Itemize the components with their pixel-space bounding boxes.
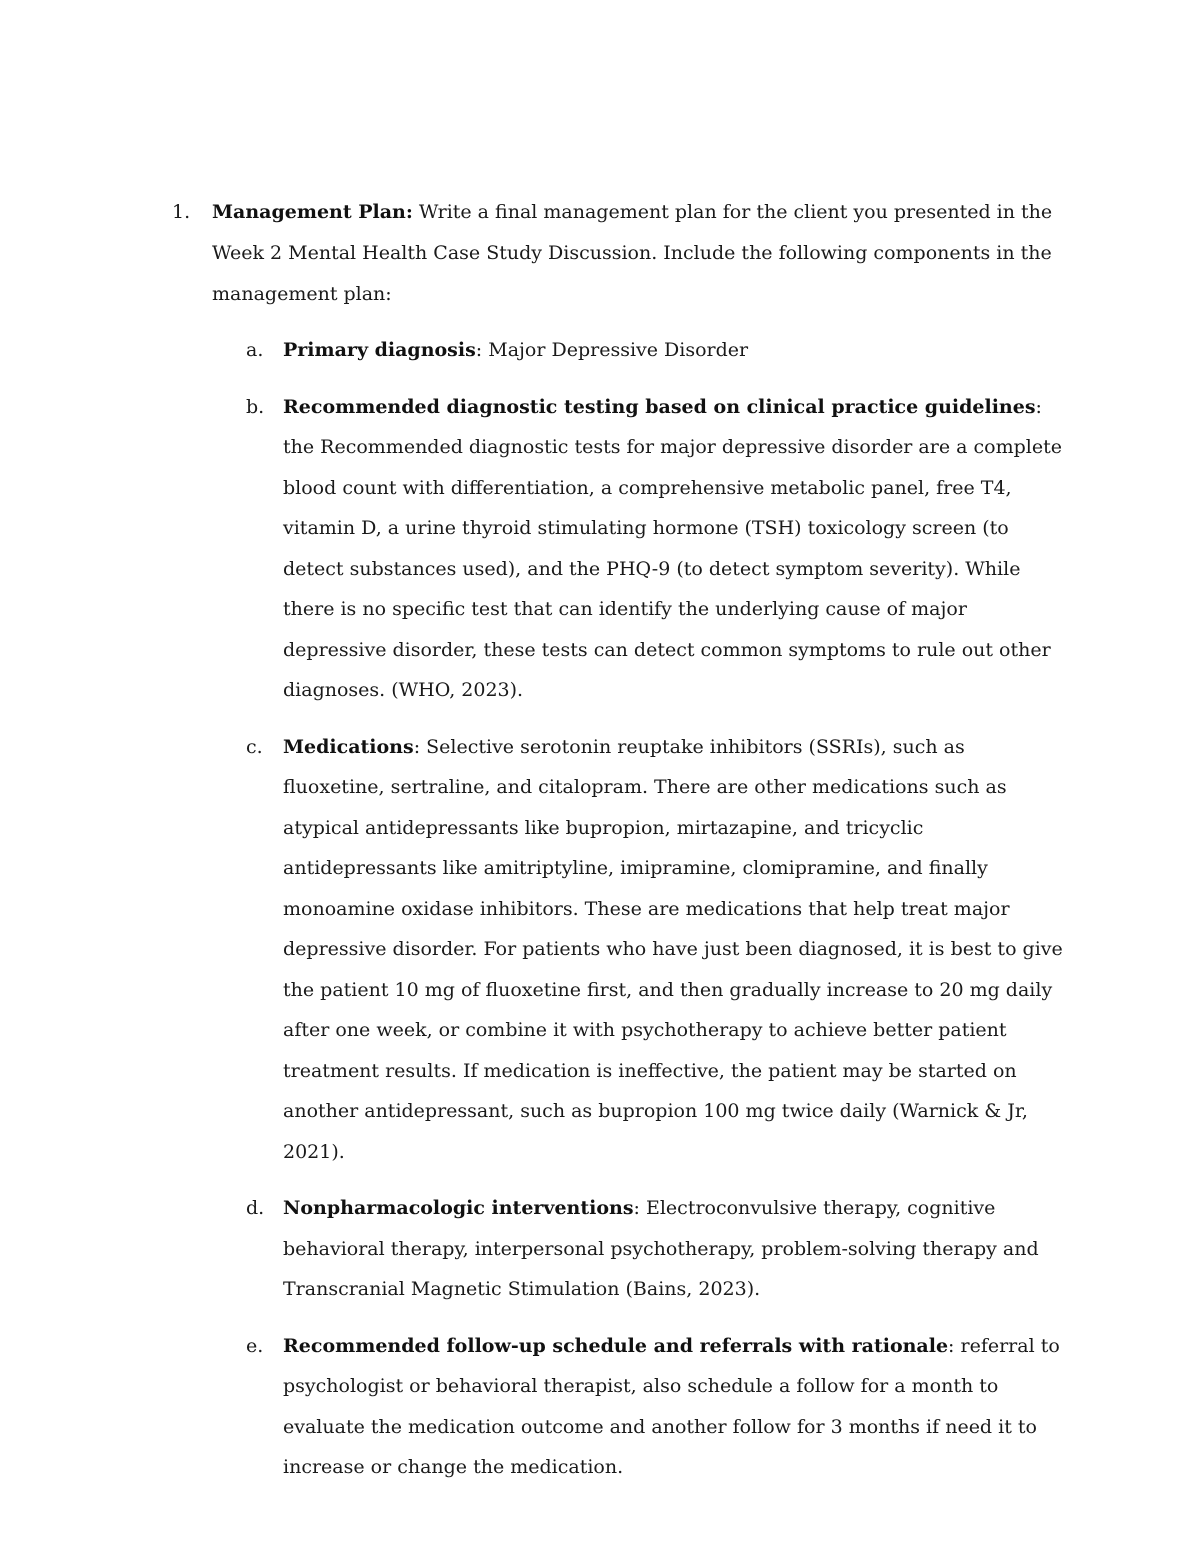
- item-number: 1.: [172, 201, 191, 223]
- list-body: : Major Depressive Disorder: [475, 339, 749, 361]
- list-heading: Recommended follow-up schedule and referrals with rationale: [283, 1334, 949, 1357]
- document-content: [172, 192, 1072, 1504]
- list-paragraph: [283, 1188, 1072, 1310]
- list-body: : referral to psychologist or behavioral therapist, also schedule a follow for a month to evaluate the medication outcome and another follow for 3 months if need it to increase or change the medication.: [283, 1334, 1060, 1478]
- list-item-follow-up: [212, 1326, 1072, 1488]
- item-intro: Write a final management plan for the client you presented in the Week 2 Mental Health Case Study Discussion. Include the following components in the management plan:: [212, 201, 1053, 305]
- management-plan-item: [172, 192, 1072, 1488]
- components-list: [212, 330, 1072, 1488]
- list-letter: a.: [246, 339, 264, 361]
- list-letter: e.: [246, 1334, 264, 1357]
- list-paragraph: [283, 387, 1072, 711]
- list-heading: Medications: [283, 735, 414, 758]
- list-body: : Selective serotonin reuptake inhibitors (SSRIs), such as fluoxetine, sertraline, and citalopram. There are other medications such as atypical antidepressants like bupropion, mirtazapine, and tricyclic antidepressants like amitriptyline, imipramine, clomipramine, and finally monoamine oxidase inhibitors. These are medications that help treat major depressive disorder. For patients who have just been diagnosed, it is best to give the patient 10 mg of fluoxetine first, and then gradually increase to 20 mg daily after one week, or combine it with psychotherapy to achieve better patient treatment results. If medication is ineffective, the patient may be started on another antidepressant, such as bupropion 100 mg twice daily (Warnick & Jr, 2021).: [283, 735, 1063, 1163]
- list-letter: d.: [246, 1197, 265, 1219]
- list-heading: Recommended diagnostic testing based on clinical practice guidelines: [283, 395, 1036, 418]
- list-paragraph: [283, 1326, 1072, 1488]
- list-letter: c.: [246, 735, 263, 758]
- list-body: : the Recommended diagnostic tests for major depressive disorder are a complete blood count with differentiation, a comprehensive metabolic panel, free T4, vitamin D, a urine thyroid stimulating hormone (TSH) toxicology screen (to detect substances used), and the PHQ-9 (to detect symptom severity). While there is no specific test that can identify the underlying cause of major depressive disorder, these tests can detect common symptoms to rule out other diagnoses. (WHO, 2023).: [283, 395, 1062, 701]
- item-title: Management Plan:: [212, 201, 413, 223]
- list-heading: Primary diagnosis: [283, 339, 476, 361]
- item-paragraph: [212, 192, 1072, 315]
- list-letter: b.: [246, 395, 265, 418]
- list-body: : Electroconvulsive therapy, cognitive behavioral therapy, interpersonal psychotherapy, problem-solving therapy and Transcranial Magnetic Stimulation (Bains, 2023).: [283, 1197, 1039, 1300]
- list-item-diagnostic-testing: [212, 387, 1072, 711]
- list-item-nonpharmacologic: [212, 1188, 1072, 1310]
- list-heading: Nonpharmacologic interventions: [283, 1197, 634, 1219]
- list-item-medications: [212, 727, 1072, 1173]
- list-paragraph: [283, 330, 1072, 371]
- list-item-primary-diagnosis: [212, 330, 1072, 371]
- list-paragraph: [283, 727, 1072, 1173]
